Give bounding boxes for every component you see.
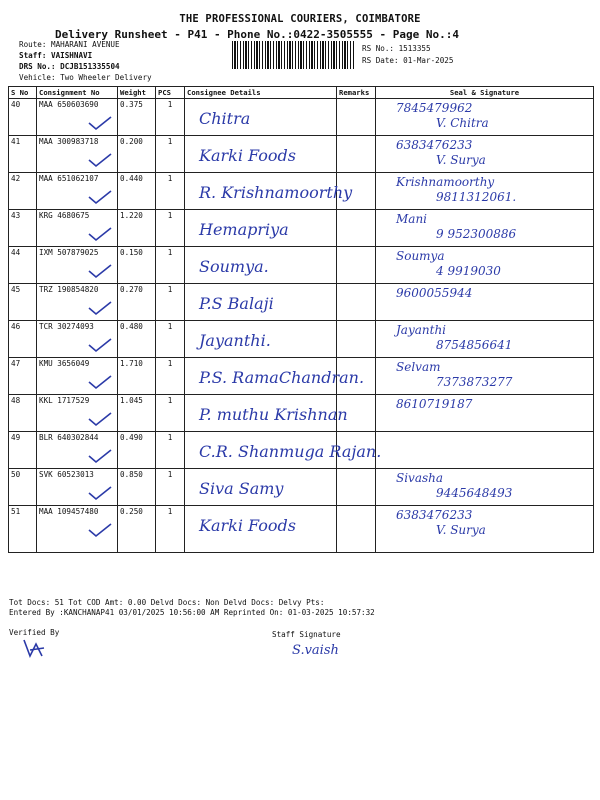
consignment-number: MAA 109457480 xyxy=(39,507,99,516)
signature-line-2: V. Surya xyxy=(436,153,486,167)
cell-remarks xyxy=(337,321,376,358)
cell-seal-signature xyxy=(376,395,594,432)
cell-pcs: 1 xyxy=(156,247,185,284)
cell-seal-signature xyxy=(376,321,594,358)
cell-sno: 43 xyxy=(9,210,37,247)
cell-pcs: 1 xyxy=(156,99,185,136)
consignee-handwriting: Jayanthi. xyxy=(199,331,271,350)
header-pcs: PCS xyxy=(156,87,185,99)
consignee-handwriting: Soumya. xyxy=(199,257,269,276)
runsheet-subtitle: Delivery Runsheet - P41 - Phone No.:0422-3505555 - Page No.:4 xyxy=(55,28,459,41)
cell-consignment xyxy=(37,506,118,553)
cell-seal-signature xyxy=(376,210,594,247)
route-label: Route: MAHARANI AVENUE xyxy=(19,40,120,49)
cell-pcs: 1 xyxy=(156,173,185,210)
consignment-number: KMU 3656049 xyxy=(39,359,90,368)
table-row xyxy=(9,432,594,469)
table-row xyxy=(9,321,594,358)
staff-signature-label: Staff Signature xyxy=(272,630,341,639)
header-remarks: Remarks xyxy=(337,87,376,99)
check-mark-icon xyxy=(87,115,113,131)
entered-by-line: Entered By :KANCHANAP41 03/01/2025 10:56:00 AM Reprinted On: 01-03-2025 10:57:32 xyxy=(9,608,375,617)
check-mark-icon xyxy=(87,374,113,390)
cell-consignment xyxy=(37,358,118,395)
cell-consignment xyxy=(37,469,118,506)
check-mark-icon xyxy=(87,226,113,242)
signature-line-1: 9600055944 xyxy=(396,286,473,300)
check-mark-icon xyxy=(87,485,113,501)
consignment-number: BLR 640302844 xyxy=(39,433,99,442)
consignee-handwriting: C.R. Shanmuga Rajan. xyxy=(199,442,382,461)
cell-consignment xyxy=(37,395,118,432)
consignee-handwriting: Karki Foods xyxy=(199,146,296,165)
cell-consignee xyxy=(185,432,382,469)
cell-sno: 50 xyxy=(9,469,37,506)
consignment-number: MAA 300983718 xyxy=(39,137,99,146)
cell-seal-signature xyxy=(376,99,594,136)
consignee-handwriting: R. Krishnamoorthy xyxy=(199,183,353,202)
cell-pcs: 1 xyxy=(156,432,185,469)
cell-sno: 51 xyxy=(9,506,37,553)
company-title: THE PROFESSIONAL COURIERS, COIMBATORE xyxy=(179,13,421,25)
cell-seal-signature xyxy=(376,284,594,321)
table-row xyxy=(9,210,594,247)
check-mark-icon xyxy=(87,522,113,538)
cell-weight: 1.710 xyxy=(118,358,156,395)
cell-consignment xyxy=(37,99,118,136)
cell-consignee xyxy=(185,469,337,506)
signature-line-1: Selvam xyxy=(396,360,441,374)
consignee-handwriting: P.S. RamaChandran. xyxy=(199,368,365,387)
cell-seal-signature xyxy=(376,358,594,395)
cell-weight: 0.440 xyxy=(118,173,156,210)
signature-line-1: 6383476233 xyxy=(396,138,473,152)
cell-weight: 1.220 xyxy=(118,210,156,247)
cell-consignment xyxy=(37,136,118,173)
consignee-handwriting: P. muthu Krishnan xyxy=(199,405,348,424)
header-signature: Seal & Signature xyxy=(376,87,594,99)
signature-line-2: 8754856641 xyxy=(436,338,513,352)
table-row xyxy=(9,99,594,136)
cell-seal-signature xyxy=(376,469,594,506)
cell-weight: 0.270 xyxy=(118,284,156,321)
cell-consignee xyxy=(185,99,337,136)
signature-line-2: V. Surya xyxy=(436,523,486,537)
drs-label: DRS No.: DCJB151335504 xyxy=(19,62,120,71)
cell-seal-signature xyxy=(376,506,594,553)
cell-weight: 1.045 xyxy=(118,395,156,432)
cell-pcs: 1 xyxy=(156,284,185,321)
cell-consignee xyxy=(185,247,337,284)
signature-line-2: 9445648493 xyxy=(436,486,513,500)
cell-sno: 48 xyxy=(9,395,37,432)
consignment-number: MAA 651062107 xyxy=(39,174,99,183)
cell-consignee xyxy=(185,358,365,395)
signature-line-1: 6383476233 xyxy=(396,508,473,522)
cell-seal-signature xyxy=(376,136,594,173)
cell-weight: 0.480 xyxy=(118,321,156,358)
verified-signature-mark xyxy=(20,636,50,660)
consignment-number: SVK 60523013 xyxy=(39,470,94,479)
signature-line-2: 9 952300886 xyxy=(436,227,517,241)
table-row xyxy=(9,284,594,321)
consignee-handwriting: Karki Foods xyxy=(199,516,296,535)
staff-signature-hand: S.vaish xyxy=(292,643,339,658)
table-row xyxy=(9,358,594,395)
cell-consignment xyxy=(37,247,118,284)
barcode-image xyxy=(232,41,355,69)
cell-remarks xyxy=(337,210,376,247)
cell-weight: 0.375 xyxy=(118,99,156,136)
header-sno: S No xyxy=(9,87,37,99)
cell-consignee xyxy=(185,173,353,210)
cell-weight: 0.150 xyxy=(118,247,156,284)
table-row xyxy=(9,173,594,210)
consignment-number: IXM 507879025 xyxy=(39,248,99,257)
signature-line-1: 8610719187 xyxy=(396,397,473,411)
cell-seal-signature xyxy=(376,173,594,210)
cell-consignee xyxy=(185,506,337,553)
signature-line-1: 7845479962 xyxy=(396,101,473,115)
runsheet-table xyxy=(8,86,594,553)
cell-sno: 47 xyxy=(9,358,37,395)
check-mark-icon xyxy=(87,189,113,205)
cell-sno: 45 xyxy=(9,284,37,321)
consignee-handwriting: Chitra xyxy=(199,109,251,128)
consignment-number: KRG 4680675 xyxy=(39,211,90,220)
consignment-number: KKL 1717529 xyxy=(39,396,90,405)
cell-consignment xyxy=(37,210,118,247)
cell-remarks xyxy=(337,247,376,284)
cell-remarks xyxy=(337,99,376,136)
signature-line-1: Sivasha xyxy=(396,471,444,485)
verified-by-label: Verified By xyxy=(9,628,60,637)
cell-remarks xyxy=(337,469,376,506)
table-row xyxy=(9,395,594,432)
cell-pcs: 1 xyxy=(156,469,185,506)
signature-line-2: 9811312061. xyxy=(436,190,517,204)
cell-weight: 0.850 xyxy=(118,469,156,506)
cell-sno: 49 xyxy=(9,432,37,469)
signature-line-1: Mani xyxy=(396,212,428,226)
cell-consignee xyxy=(185,395,348,432)
table-row xyxy=(9,247,594,284)
consignee-handwriting: Hemapriya xyxy=(199,220,289,239)
check-mark-icon xyxy=(87,448,113,464)
table-header-row xyxy=(9,87,594,99)
cell-seal-signature xyxy=(376,247,594,284)
rs-date: RS Date: 01-Mar-2025 xyxy=(362,56,454,65)
signature-line-2: 7373873277 xyxy=(436,375,513,389)
signature-line-1: Jayanthi xyxy=(396,323,447,337)
table-row xyxy=(9,506,594,553)
cell-sno: 40 xyxy=(9,99,37,136)
cell-pcs: 1 xyxy=(156,136,185,173)
vehicle-label: Vehicle: Two Wheeler Delivery xyxy=(19,73,152,82)
table-row xyxy=(9,136,594,173)
consignment-number: MAA 650603690 xyxy=(39,100,99,109)
cell-sno: 42 xyxy=(9,173,37,210)
cell-consignee xyxy=(185,210,337,247)
staff-label: Staff: VAISHNAVI xyxy=(19,51,93,60)
cell-remarks xyxy=(337,506,376,553)
cell-pcs: 1 xyxy=(156,358,185,395)
cell-remarks xyxy=(337,284,376,321)
cell-weight: 0.490 xyxy=(118,432,156,469)
check-mark-icon xyxy=(87,411,113,427)
signature-line-2: V. Chitra xyxy=(436,116,489,130)
cell-consignment xyxy=(37,284,118,321)
cell-consignee xyxy=(185,136,337,173)
consignment-number: TRZ 190854820 xyxy=(39,285,99,294)
cell-sno: 41 xyxy=(9,136,37,173)
cell-pcs: 1 xyxy=(156,395,185,432)
consignment-number: TCR 30274093 xyxy=(39,322,94,331)
cell-seal-signature xyxy=(376,432,594,469)
cell-consignment xyxy=(37,432,118,469)
header-consignment: Consignment No xyxy=(37,87,118,99)
header-weight: Weight xyxy=(118,87,156,99)
cell-sno: 44 xyxy=(9,247,37,284)
signature-line-1: Soumya xyxy=(396,249,445,263)
cell-consignment xyxy=(37,173,118,210)
cell-consignment xyxy=(37,321,118,358)
cell-consignee xyxy=(185,321,337,358)
cell-pcs: 1 xyxy=(156,210,185,247)
table-row xyxy=(9,469,594,506)
check-mark-icon xyxy=(87,263,113,279)
cell-consignee xyxy=(185,284,337,321)
cell-sno: 46 xyxy=(9,321,37,358)
header-consignee: Consignee Details xyxy=(185,87,337,99)
totals-line: Tot Docs: 51 Tot COD Amt: 0.00 Delvd Docs: Non Delvd Docs: Delvy Pts: xyxy=(9,598,325,607)
signature-line-2: 4 9919030 xyxy=(436,264,501,278)
cell-pcs: 1 xyxy=(156,321,185,358)
check-mark-icon xyxy=(87,152,113,168)
check-mark-icon xyxy=(87,337,113,353)
consignee-handwriting: Siva Samy xyxy=(199,479,284,498)
cell-weight: 0.200 xyxy=(118,136,156,173)
cell-pcs: 1 xyxy=(156,506,185,553)
consignee-handwriting: P.S Balaji xyxy=(199,294,274,313)
rs-number: RS No.: 1513355 xyxy=(362,44,431,53)
check-mark-icon xyxy=(87,300,113,316)
cell-remarks xyxy=(337,136,376,173)
cell-weight: 0.250 xyxy=(118,506,156,553)
signature-line-1: Krishnamoorthy xyxy=(396,175,495,189)
